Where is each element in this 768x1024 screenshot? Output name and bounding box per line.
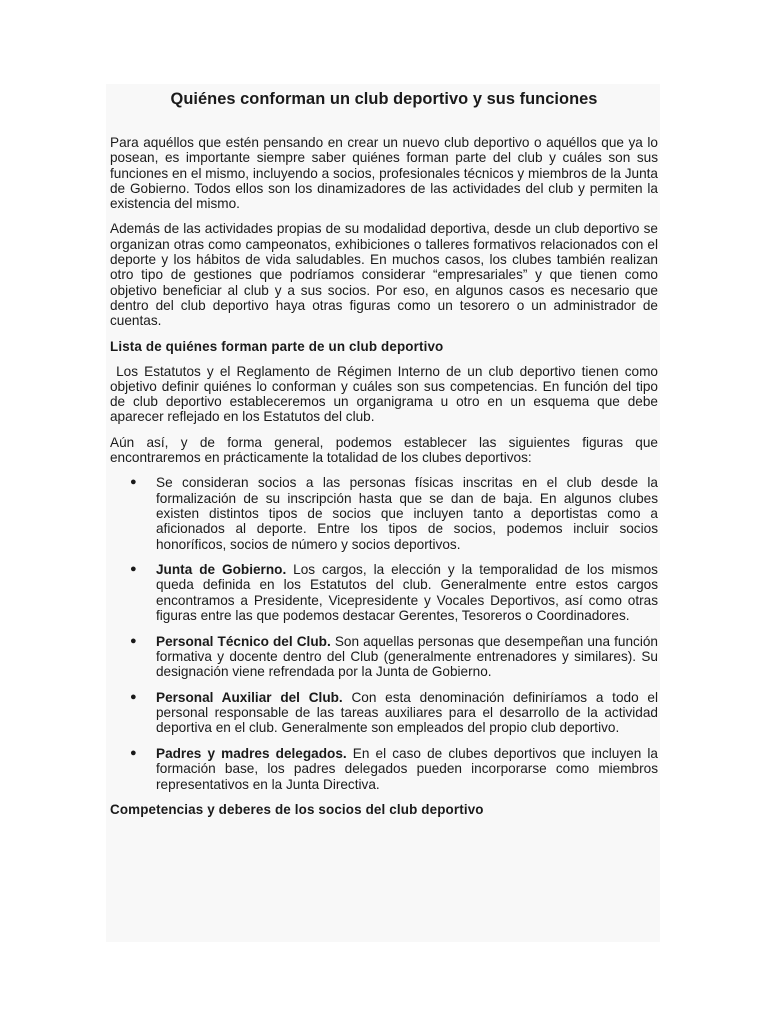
list-item-text: Se consideran socios a las personas físicas inscritas en el club desde la formalización de su inscripción hasta que se dan de baja. En algunos clubes existen distintos tipos de socios que incluyen tanto a deportistas como a aficionados al deporte. Entre los tipos de socios, podemos incluir socios honoríficos, socios de número y socios deportivos. xyxy=(156,475,658,552)
list-item-text: Los cargos, la elección y la temporalidad de los mismos queda definida en los Estatutos del club. Generalmente entre estos cargos encontramos a Presidente, Vicepresidente y Vocales Deportivos, así como otras figuras entre las que podemos destacar Gerentes, Tesoreros o Coordinadores. xyxy=(156,562,658,624)
list-item-term: Padres y madres delegados. xyxy=(156,745,347,761)
section-heading-duties: Competencias y deberes de los socios del club deportivo xyxy=(110,802,484,818)
bullet-icon: ● xyxy=(130,476,137,489)
member-list xyxy=(110,475,658,792)
list-item-term: Junta de Gobierno. xyxy=(156,562,287,578)
document-content xyxy=(106,84,660,942)
list-item-text: Con esta denominación definiríamos a todo el personal responsable de las tareas auxiliares para el desarrollo de la actividad deportiva en el club. Generalmente son empleados del propio club deportivo. xyxy=(156,689,658,736)
activities-paragraph: Además de las actividades propias de su modalidad deportiva, desde un club deportivo se organizan otras como campeonatos, exhibiciones o talleres formativos relacionados con el deporte y los hábitos de vida saludables. En muchos casos, los clubes también realizan otro tipo de gestiones que podríamos considerar “empresariales” y que tienen como objetivo beneficiar al club y a sus socios. Por eso, en algunos casos es necesario que dentro del club deportivo haya otras figuras como un tesorero o un administrador de cuentas. xyxy=(110,221,658,329)
list-item-term: Personal Auxiliar del Club. xyxy=(156,689,343,705)
list-item xyxy=(110,746,658,792)
list-item-term: Personal Técnico del Club. xyxy=(156,633,331,649)
list-item xyxy=(110,562,658,623)
figures-intro-paragraph: Aún así, y de forma general, podemos establecer las siguientes figuras que encontraremos en prácticamente la totalidad de los clubes deportivos: xyxy=(110,434,658,466)
list-item xyxy=(110,475,658,551)
list-item-text: En el caso de clubes deportivos que incluyen la formación base, los padres delegados pueden incorporarse como miembros representativos en la Junta Directiva. xyxy=(156,745,658,792)
list-item-text: Son aquellas personas que desempeñan una función formativa y docente dentro del Club (generalmente entrenadores y similares). Su designación viene refrendada por la Junta de Gobierno. xyxy=(156,633,658,680)
list-item xyxy=(110,690,658,736)
bullet-icon: ● xyxy=(130,563,137,576)
intro-paragraph: Para aquéllos que estén pensando en crear un nuevo club deportivo o aquéllos que ya lo posean, es importante siempre saber quiénes forman parte del club y cuáles son sus funciones en el mismo, incluyendo a socios, profesionales técnicos y miembros de la Junta de Gobierno. Todos ellos son los dinamizadores de las actividades del club y permiten la existencia del mismo. xyxy=(110,135,658,212)
bullet-icon: ● xyxy=(130,746,137,759)
document-title: Quiénes conforman un club deportivo y sus funciones xyxy=(170,90,598,108)
list-item xyxy=(110,634,658,680)
statutes-paragraph: Los Estatutos y el Reglamento de Régimen Interno de un club deportivo tienen como objetivo definir quiénes lo conforman y cuáles son sus competencias. En función del tipo de club deportivo estableceremos un organigrama u otro en un esquema que debe aparecer reflejado en los Estatutos del club. xyxy=(110,363,662,425)
bullet-icon: ● xyxy=(130,690,137,703)
section-heading-members: Lista de quiénes forman parte de un club deportivo xyxy=(110,338,444,354)
bullet-icon: ● xyxy=(130,634,137,647)
